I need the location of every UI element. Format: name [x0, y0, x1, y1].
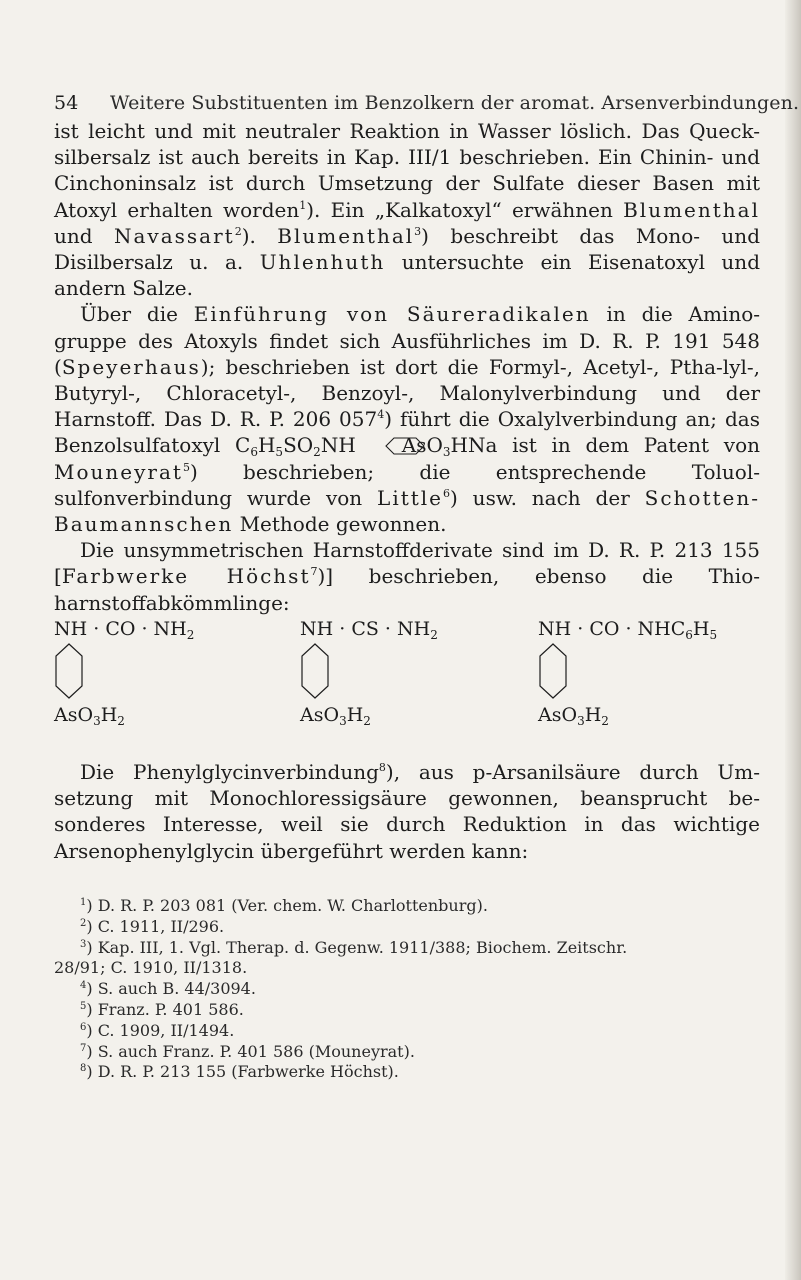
running-title: Weitere Substituenten im Benzolkern der aromat. Arsenverbindungen.: [110, 92, 800, 114]
footnote-5: $^5$) Franz. P. 401 586.: [80, 999, 244, 1019]
footnote-ref: 1: [299, 198, 307, 212]
author-name: Speyerhaus: [61, 354, 201, 379]
paragraph-1: [54, 118, 760, 301]
text-run: ). Ein „Kalkatoxyl“ erwähnen: [306, 197, 624, 222]
paragraph-4: [54, 759, 760, 864]
author-name: Schotten-Baumannschen: [54, 485, 760, 537]
company-name: Farbwerke Höchst: [61, 564, 311, 589]
formula-top-label: NH · CO · $NH_2$: [54, 618, 195, 642]
text-run: Methode gewonnen.: [233, 512, 447, 537]
text-run: ) führt die Oxalylverbindung an; das Benzolsulfatoxyl C: [54, 407, 760, 458]
text-run: NH: [320, 433, 356, 458]
author-name: Blumenthal: [277, 223, 415, 248]
footnote-ref: 7: [310, 565, 318, 579]
text-run: ) beschrieben; die entsprechende Toluol-sulfonverbindung wurde von: [54, 459, 760, 510]
formula-top-label: NH · CS · $NH_2$: [300, 618, 438, 642]
footnote-8: $^8$) D. R. P. 213 155 (Farbwerke Höchst).: [80, 1062, 399, 1082]
text-run: Die Phenylglycinverbindung: [80, 760, 379, 784]
footnote-7: $^7$) S. auch Franz. P. 401 586 (Mouneyrat).: [80, 1041, 415, 1061]
text-run: Über die: [80, 302, 194, 327]
footnote-4: $^4$) S. auch B. 44/3094.: [80, 979, 256, 999]
structural-formulas: [54, 618, 760, 738]
formula-phenylcarbamide: [538, 618, 758, 738]
formula-thiocarbamide: [300, 618, 520, 738]
footnotes: [54, 896, 760, 1083]
benzene-ring-icon: [54, 642, 84, 700]
text-run: AsO: [401, 433, 443, 458]
text-run: ) beschreibt das Mono- und Disilbersalz u. a.: [54, 223, 760, 275]
footnote-6: $^6$) C. 1909, II/1494.: [80, 1020, 235, 1040]
benzene-ring-icon: [538, 642, 568, 700]
footnote-3: $^3$) Kap. III, 1. Vgl. Therap. d. Gegenw. 1911/388; Biochem. Zeitschr.: [80, 937, 628, 957]
text-run: SO: [283, 433, 314, 458]
footnote-ref: 4: [377, 408, 385, 422]
footnote-ref: 6: [443, 486, 451, 500]
text-run: Die unsymmetrischen Harnstoffderivate sind im D. R. P. 213 155 [: [54, 538, 760, 589]
footnote-ref: 8: [378, 761, 386, 774]
subscript: 2: [313, 445, 321, 460]
benzene-ring-icon: [300, 642, 330, 700]
author-name: Mouneyrat: [54, 459, 183, 484]
author-name: Little: [377, 485, 444, 510]
paragraph-3: [54, 537, 760, 616]
text-run: ); beschrieben ist dort die Formyl-, Acetyl-, Ptha-lyl-, Butyryl-, Chloracetyl-, Benzoyl-, Malonylverbindung und der Harnstoff. Das D. R. P. 206 057: [54, 354, 760, 432]
footnote-ref: 5: [182, 460, 190, 474]
author-name: Navassart: [113, 223, 235, 248]
text-run: in die Amino-gruppe des Atoxyls findet sich Ausführliches im D. R. P. 191 548 (: [54, 302, 760, 379]
footnote-ref: 2: [234, 224, 242, 238]
author-name: Uhlenhuth: [259, 250, 386, 275]
page-number: 54: [54, 92, 79, 114]
footnote-1: $^1$) D. R. P. 203 081 (Ver. chem. W. Charlottenburg).: [80, 896, 488, 915]
page-edge-shadow: [785, 0, 801, 1280]
footnote-2: $^2$) C. 1911, II/296.: [80, 916, 225, 936]
formula-bottom-label: $AsO_3H_2$: [54, 704, 125, 728]
formula-carbamide: [54, 618, 274, 738]
text-run: ) usw. nach der: [450, 485, 645, 510]
subscript: 3: [442, 445, 451, 460]
body-text-upper: [54, 118, 760, 616]
author-name: Blumenthal: [623, 197, 761, 222]
footnote-ref: 3: [414, 224, 422, 238]
benzene-ring-inline-icon: [356, 436, 402, 456]
subscript: 5: [275, 445, 284, 460]
subscript: 6: [250, 445, 258, 460]
paragraph-2: [54, 301, 760, 537]
text-run: HNa ist in dem Patent von: [450, 433, 760, 458]
emphasis-spaced: Einführung von Säureradikalen: [193, 302, 591, 327]
text-run: ).: [241, 223, 278, 248]
text-run: untersuchte ein Eisenatoxyl und andern Salze.: [54, 250, 760, 301]
text-run: ist leicht und mit neutraler Reaktion in Wasser löslich. Das Queck-silbersalz ist auch bereits in Kap. III/1 beschrieben. Ein Chinin- und Cinchoninsalz ist durch Umsetzung der Sulfate dieser Basen mit Atoxyl erhalten worden: [54, 119, 760, 222]
body-text-lower: [54, 759, 760, 864]
formula-top-label: NH · CO · $NHC_6H_5$: [538, 618, 718, 642]
text-run: ), aus p-Arsanilsäure durch Um-setzung mit Monochloressigsäure gewonnen, beansprucht be-sonderes Interesse, weil sie durch Reduktion in das wichtige Arsenophenylglycin übergeführt werden kann:: [54, 760, 760, 863]
text-run: )] beschrieben, ebenso die Thio-harnstoffabkömmlinge:: [54, 564, 761, 615]
text-run: und: [54, 223, 114, 248]
footnote-3-continued: 28/91; C. 1910, II/1318.: [54, 958, 248, 978]
formula-bottom-label: $AsO_3H_2$: [300, 704, 371, 728]
text-run: H: [257, 433, 276, 458]
formula-bottom-label: $AsO_3H_2$: [538, 704, 609, 728]
